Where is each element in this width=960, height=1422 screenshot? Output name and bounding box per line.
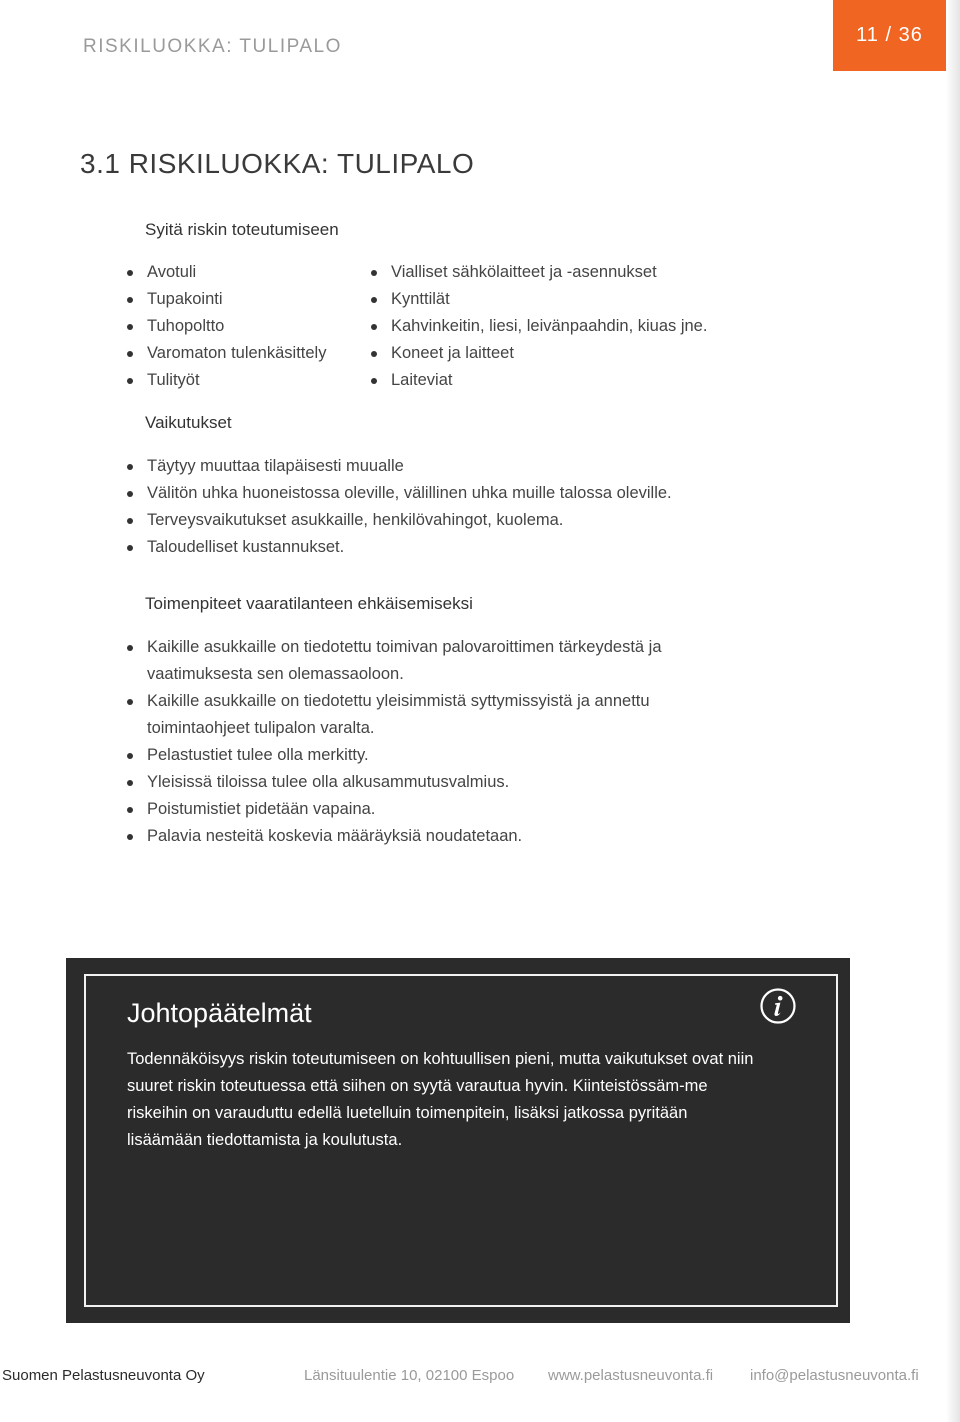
list-item: Tupakointi (127, 286, 326, 313)
list-item: Avotuli (127, 259, 326, 286)
list-item: Kaikille asukkaille on tiedotettu yleisimmistä syttymissyistä ja annettu toimintaohjeet tulipalon varalta. (127, 688, 717, 742)
effects-list (127, 453, 672, 561)
footer (0, 1367, 960, 1387)
list-item: Välitön uhka huoneistossa oleville, välillinen uhka muille talossa oleville. (127, 480, 672, 507)
causes-heading: Syitä riskin toteutumiseen (145, 220, 339, 239)
page-number: 11 / 36 (856, 24, 923, 46)
footer-address: Länsituulentie 10, 02100 Espoo (304, 1367, 515, 1384)
measures-heading: Toimenpiteet vaaratilanteen ehkäisemiseksi (145, 594, 473, 613)
section-title: 3.1 RISKILUOKKA: TULIPALO (80, 148, 475, 179)
list-item: Tuhopoltto (127, 313, 326, 340)
list-item: Yleisissä tiloissa tulee olla alkusammutusvalmius. (127, 769, 717, 796)
footer-email-link[interactable]: info@pelastusneuvonta.fi (750, 1367, 919, 1384)
list-item: Kynttilät (371, 286, 707, 313)
list-item: Laiteviat (371, 367, 707, 394)
list-item: Vialliset sähkölaitteet ja -asennukset (371, 259, 707, 286)
effects-heading: Vaikutukset (145, 413, 232, 432)
list-item: Pelastustiet tulee olla merkitty. (127, 742, 717, 769)
footer-company: Suomen Pelastusneuvonta Oy (2, 1367, 205, 1384)
page-edge-shadow (946, 0, 960, 1422)
footer-website-link[interactable]: www.pelastusneuvonta.fi (548, 1367, 714, 1384)
list-item: Täytyy muuttaa tilapäisesti muualle (127, 453, 672, 480)
conclusion-box (66, 958, 850, 1323)
causes-list-right (371, 259, 707, 394)
page-number-badge (833, 0, 946, 71)
list-item: Palavia nesteitä koskevia määräyksiä noudatetaan. (127, 823, 717, 850)
list-item: Terveysvaikutukset asukkaille, henkilövahingot, kuolema. (127, 507, 672, 534)
causes-list-left (127, 259, 326, 394)
measures-list (127, 634, 717, 850)
list-item: Taloudelliset kustannukset. (127, 534, 672, 561)
list-item: Kaikille asukkaille on tiedotettu toimivan palovaroittimen tärkeydestä ja vaatimuksesta sen olemassaoloon. (127, 634, 717, 688)
conclusion-title: Johtopäätelmät (127, 998, 312, 1028)
list-item: Koneet ja laitteet (371, 340, 707, 367)
running-header-title: RISKILUOKKA: TULIPALO (83, 36, 342, 57)
list-item: Kahvinkeitin, liesi, leivänpaahdin, kiuas jne. (371, 313, 707, 340)
conclusion-text: Todennäköisyys riskin toteutumiseen on kohtuullisen pieni, mutta vaikutukset ovat niin suuret riskin toteutuessa että siihen on syytä varautua hyvin. Kiinteistössäm-me riskeihin on varauduttu edellä luetelluin toimenpitein, lisäksi jatkossa pyritään lisäämään tiedottamista ja koulutusta. (127, 1050, 754, 1149)
list-item: Tulityöt (127, 367, 326, 394)
list-item: Poistumistiet pidetään vapaina. (127, 796, 717, 823)
list-item: Varomaton tulenkäsittely (127, 340, 326, 367)
info-icon (760, 988, 796, 1024)
